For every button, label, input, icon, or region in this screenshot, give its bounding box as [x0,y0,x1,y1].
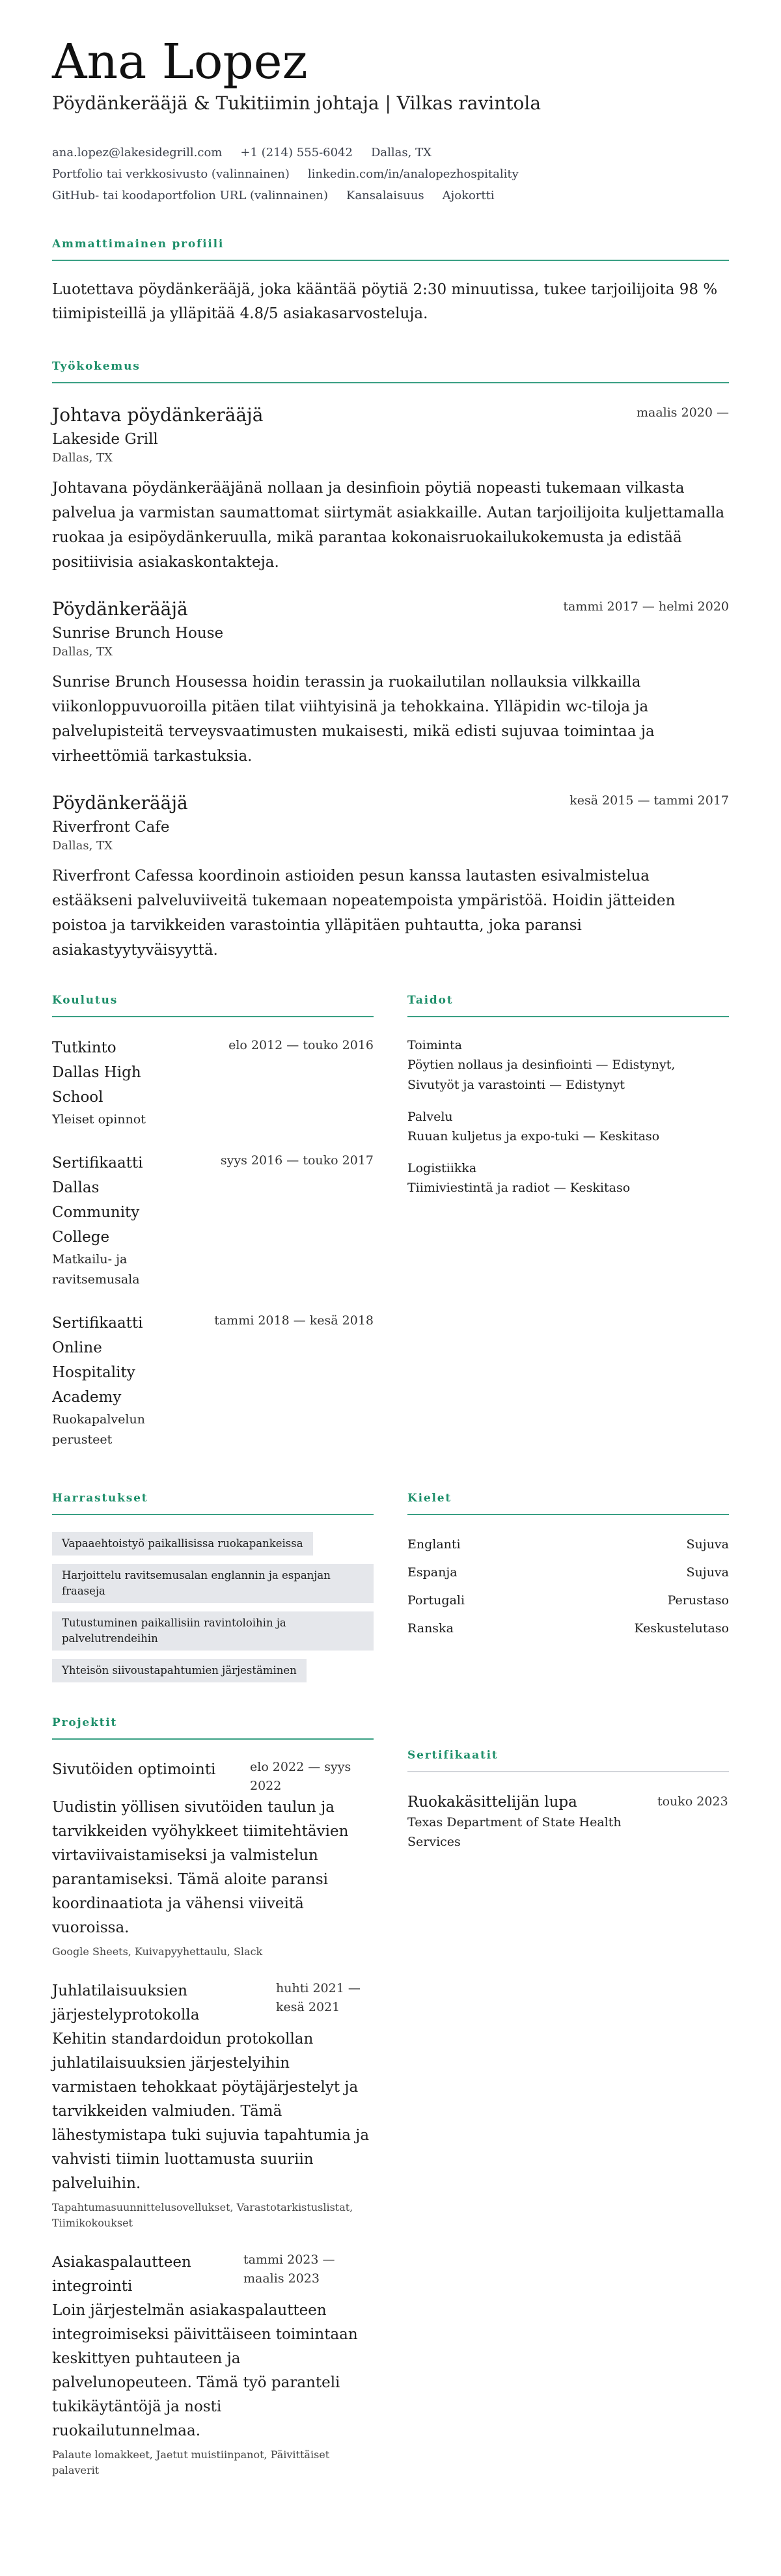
hobby-chip: Yhteisön siivoustapahtumien järjestäminen [52,1659,307,1682]
project-description: Loin järjestelmän asiakaspalautteen integroimiseksi päivittäiseen toimintaan keskittyen puhtauteen ja palvelunopeuteen. Tämä työ paranteli tukikäytäntöjä ja nosti ruokailutunnelmaa. [52,2301,358,2439]
job-title: Pöydänkerääjä [52,791,188,814]
certificates-section [407,1749,729,1852]
education-degree: Sertifikaatti [52,1314,143,1332]
hobby-chip: Tutustuminen paikallisiin ravintoloihin ja palvelutrendeihin [52,1611,374,1651]
skill-group [407,1035,729,1095]
skill-items: Tiimiviestintä ja radiot — Keskitaso [407,1180,631,1195]
job-title: Johtava pöydänkerääjä [52,404,264,426]
education-entry [52,1311,374,1450]
language-level: Sujuva [686,1565,729,1580]
contact-github[interactable]: GitHub- tai koodaportfolion URL (valinnainen) [52,188,328,202]
contact-portfolio[interactable]: Portfolio tai verkkosivusto (valinnainen) [52,167,290,181]
education-school: Online Hospitality Academy [52,1339,135,1406]
job-list [52,403,729,963]
skill-category: Toiminta [407,1037,463,1052]
job-date: kesä 2015 — tammi 2017 [569,793,729,808]
language-row [407,1615,729,1643]
section-title: Kielet [407,1492,729,1515]
language-level: Sujuva [686,1537,729,1552]
education-field: Yleiset opinnot [52,1112,146,1127]
education-degree: Sertifikaatti [52,1154,143,1172]
education-date: tammi 2018 — kesä 2018 [214,1313,374,1328]
education-school: Dallas High School [52,1063,141,1106]
contact-location: Dallas, TX [371,145,432,159]
education-school: Dallas Community College [52,1179,140,1246]
headline: Pöydänkerääjä & Tukitiimin johtaja | Vilkas ravintola [52,92,541,114]
skill-category: Logistiikka [407,1160,477,1175]
section-title: Taidot [407,994,729,1017]
skill-category: Palvelu [407,1109,453,1124]
project-title: Juhlatilaisuuksien järjestelyprotokolla [52,1982,200,2023]
hobbies-section [52,1492,374,1682]
job-company: Sunrise Brunch House [52,624,224,642]
section-title: Koulutus [52,994,374,1017]
projects-section [52,1716,374,2478]
job-company: Riverfront Cafe [52,818,170,836]
certificate-date: touko 2023 [657,1794,728,1809]
hobby-list [52,1532,374,1682]
contact-drivers-license: Ajokortti [442,188,495,202]
skill-group [407,1107,729,1147]
languages-section [407,1492,729,1643]
job-description: Johtavana pöydänkerääjänä nollaan ja desinfioin pöytiä nopeasti tukemaan vilkasta palvelua ja varmistan saumattomat siirtymät asiakkaille. Autan tarjoilijoita kuljettamalla ruokaa ja esipöydänkeruulla, mikä parantaa kokonaisruokailukokemusta ja edistää positiivisia asiakaskontakteja. [52,479,725,571]
project-title: Sivutöiden optimointi [52,1761,216,1778]
contact-row [52,185,729,206]
project-tools: Tapahtumasuunnittelusovellukset, Varastotarkistuslistat, Tiimikokoukset [52,2200,353,2229]
skill-items: Pöytien nollaus ja desinfiointi — Edistynyt, Sivutyöt ja varastointi — Edistynyt [407,1057,676,1092]
language-name: Portugali [407,1593,465,1608]
education-degree: Tutkinto [52,1039,116,1056]
project-entry [52,1979,374,2231]
section-title: Projektit [52,1716,374,1740]
hobby-chip: Harjoittelu ravitsemusalan englannin ja espanjan fraaseja [52,1564,374,1603]
job-company: Lakeside Grill [52,430,158,448]
language-list [407,1531,729,1643]
project-description: Kehitin standardoidun protokollan juhlatilaisuuksien järjestelyihin varmistaen tehokkaat pöytäjärjestelyt ja tarvikkeiden valmiuden. Tämä lähestymistapa tuki sujuvia tapahtumia ja vahvisti tiimin luottamusta suuriin palveluihin. [52,2030,370,2192]
project-tools: Palaute lomakkeet, Jaetut muistiinpanot, Päivittäiset palaverit [52,2448,330,2476]
education-entry [52,1151,374,1290]
job-location: Dallas, TX [52,838,113,853]
skills-section [407,994,729,1198]
hobby-chip: Vapaaehtoistyö paikallisissa ruokapankeissa [52,1532,313,1555]
job-entry [52,597,729,769]
education-skills-row [52,994,729,1450]
language-row [407,1559,729,1587]
education-date: syys 2016 — touko 2017 [220,1153,374,1168]
language-name: Espanja [407,1565,458,1580]
education-entry [52,1035,374,1130]
job-date: maalis 2020 — [636,405,729,420]
job-description: Sunrise Brunch Housessa hoidin terassin ja ruokailutilan nollauksia vilkkailla viikonloppuvuoroilla pitäen tilat viihtyisinä ja tehokkaina. Ylläpidin wc-tiloja ja palvelupisteitä terveysvaatimusten mukaisesti, mikä edisti sujuvaa toimintaa ja virheettömiä tarkastuksia. [52,673,655,765]
project-date: huhti 2021 — kesä 2021 [276,1980,361,2014]
job-entry [52,791,729,963]
skill-items: Ruuan kuljetus ja expo-tuki — Keskitaso [407,1129,660,1144]
project-description: Uudistin yöllisen sivutöiden taulun ja tarvikkeiden vyöhykkeet tiimitehtävien virtaviivaistamiseksi ja valmistelun parantamiseksi. Tämä aloite paransi koordinaatiota ja vähensi viiveitä vuoroissa. [52,1798,349,1936]
language-row [407,1587,729,1615]
project-date: elo 2022 — syys 2022 [250,1759,351,1793]
language-level: Perustaso [667,1593,729,1608]
job-location: Dallas, TX [52,450,113,465]
contact-row [52,163,729,185]
section-title: Sertifikaatit [407,1749,729,1772]
section-title: Työkokemus [52,360,729,383]
candidate-name: Ana Lopez [52,34,308,90]
job-date: tammi 2017 — helmi 2020 [563,599,729,614]
language-row [407,1531,729,1559]
contact-email[interactable]: ana.lopez@lakesidegrill.com [52,145,223,159]
project-entry [52,1758,374,1960]
project-title: Asiakaspalautteen integrointi [52,2253,191,2295]
job-description: Riverfront Cafessa koordinoin astioiden pesun kanssa lautasten esivalmistelua estääkseni palveluviiveitä tukemaan nopeatempoista ympäristöä. Hoidin jätteiden poistoa ja tarvikkeiden varastointia ylläpitäen puhtautta, joka paransi asiakastyytyväisyyttä. [52,867,676,959]
project-tools: Google Sheets, Kuivapyyhettaulu, Slack [52,1945,263,1958]
contact-block [52,142,729,206]
education-date: elo 2012 — touko 2016 [228,1037,374,1052]
job-entry [52,403,729,575]
projects-certificates-row [52,1716,729,2478]
skill-group [407,1158,729,1198]
contact-phone[interactable]: +1 (214) 555-6042 [240,145,353,159]
experience-section [52,360,729,963]
certificate-name: Ruokakäsittelijän lupa [407,1793,577,1811]
profile-summary: Luotettava pöydänkerääjä, joka kääntää pöytiä 2:30 minuutissa, tukee tarjoilijoita 98 % tiimipisteillä ja ylläpitää 4.8/5 asiakasarvosteluja. [52,281,718,322]
education-section [52,994,374,1450]
project-date: tammi 2023 — maalis 2023 [243,2252,335,2286]
language-level: Keskustelutaso [634,1621,729,1636]
contact-linkedin[interactable]: linkedin.com/in/analopezhospitality [307,167,519,181]
education-field: Matkailu- ja ravitsemusala [52,1252,140,1287]
language-name: Ranska [407,1621,454,1636]
resume-header [52,34,729,206]
section-title: Ammattimainen profiili [52,238,729,261]
contact-citizenship: Kansalaisuus [346,188,424,202]
section-title: Harrastukset [52,1492,374,1515]
hobbies-languages-row [52,1492,729,1682]
project-entry [52,2251,374,2478]
language-name: Englanti [407,1537,461,1552]
contact-row [52,142,729,163]
certificate-issuer: Texas Department of State Health Services [407,1815,622,1849]
profile-section [52,238,729,326]
certificate-entry [407,1792,729,1852]
education-field: Ruokapalvelun perusteet [52,1412,145,1447]
job-location: Dallas, TX [52,644,113,659]
job-title: Pöydänkerääjä [52,597,188,620]
